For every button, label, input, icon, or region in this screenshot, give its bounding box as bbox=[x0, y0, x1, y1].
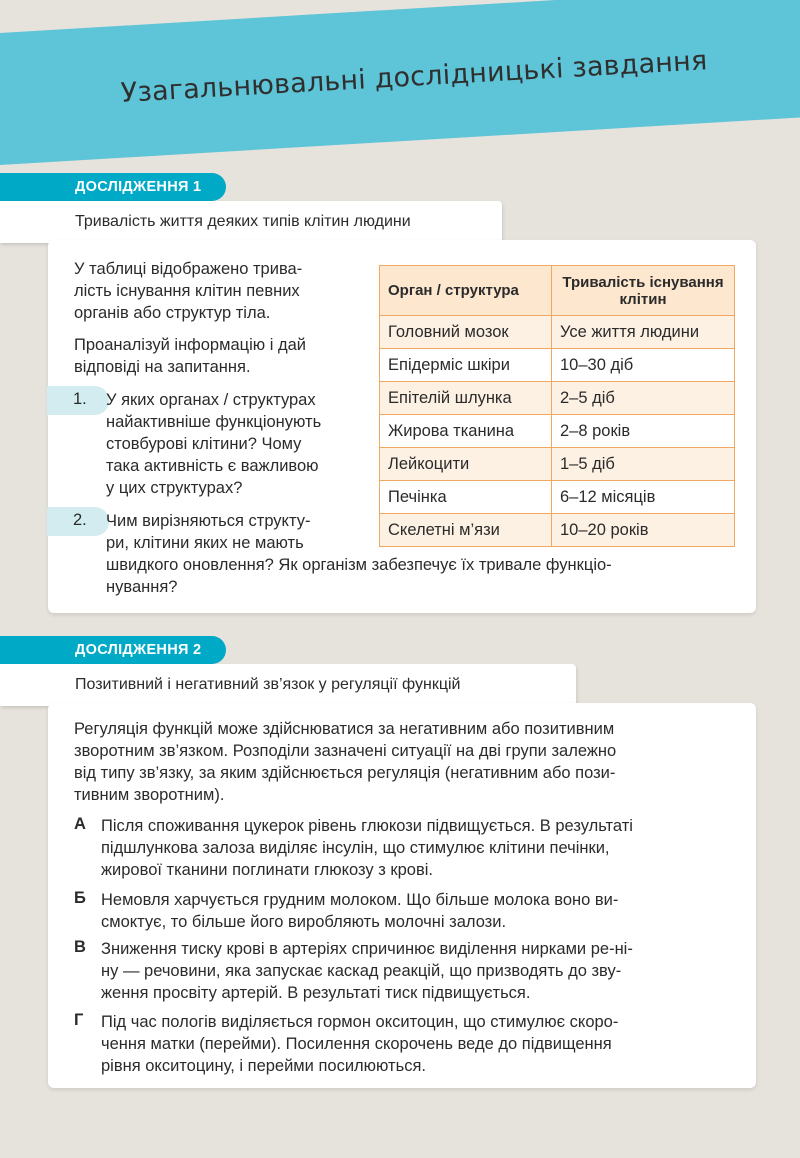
text-line: така активність є важливою bbox=[106, 457, 319, 475]
table-row bbox=[380, 415, 735, 448]
text-line: Після споживання цукерок рівень глюкози підвищується. В результаті bbox=[101, 817, 633, 835]
table-cell: 1–5 діб bbox=[552, 448, 735, 481]
text-line: Зниження тиску крові в артеріях спричинює виділення нирками ре-ні- bbox=[101, 940, 633, 958]
situation-letter: В bbox=[74, 938, 86, 956]
text-line: Під час пологів виділяється гормон окситоцин, що стимулює скоро- bbox=[101, 1013, 619, 1031]
table-cell: Епідерміс шкіри bbox=[380, 349, 552, 382]
table-row bbox=[380, 514, 735, 547]
cell-lifespan-table bbox=[379, 265, 735, 547]
situation-a bbox=[101, 815, 737, 881]
section1-tag: ДОСЛІДЖЕННЯ 1 bbox=[0, 173, 226, 201]
table-cell: 2–5 діб bbox=[552, 382, 735, 415]
section2-tag: ДОСЛІДЖЕННЯ 2 bbox=[0, 636, 226, 664]
situation-letter: Г bbox=[74, 1011, 84, 1029]
section2-subtitle: Позитивний і негативний зв’язок у регуляції функцій bbox=[0, 664, 576, 706]
table-row bbox=[380, 481, 735, 514]
text-line: смоктує, то більше його виробляють молочні залози. bbox=[101, 913, 507, 931]
table-cell: 6–12 місяців bbox=[552, 481, 735, 514]
question-2-continued bbox=[106, 554, 736, 598]
section2-card bbox=[48, 703, 756, 1088]
text-line: стовбурові клітини? Чому bbox=[106, 435, 302, 453]
section1-intro bbox=[74, 258, 362, 324]
text-line: органів або структур тіла. bbox=[74, 304, 271, 322]
text-line: лість існування клітин певних bbox=[74, 282, 300, 300]
table-header-row bbox=[380, 266, 735, 316]
text-line: чення матки (перейми). Посилення скорочень веде до підвищення bbox=[101, 1035, 612, 1053]
text-line: ну — речовини, яка запускає каскад реакцій, що призводять до зву- bbox=[101, 962, 622, 980]
table-row bbox=[380, 316, 735, 349]
table-cell: Жирова тканина bbox=[380, 415, 552, 448]
text-line: від типу зв’язку, за яким здійснюється регуляція (негативним або пози- bbox=[74, 764, 616, 782]
situation-letter: А bbox=[74, 815, 86, 833]
text-line: Немовля харчується грудним молоком. Що більше молока воно ви- bbox=[101, 891, 619, 909]
table-cell: Усе життя людини bbox=[552, 316, 735, 349]
section2-intro bbox=[74, 718, 737, 806]
table-cell: Головний мозок bbox=[380, 316, 552, 349]
text-line: тивним зворотним). bbox=[74, 786, 225, 804]
table-cell: 10–20 років bbox=[552, 514, 735, 547]
table-row bbox=[380, 448, 735, 481]
section1-card bbox=[48, 240, 756, 613]
situation-v bbox=[101, 938, 737, 1004]
table-cell: Епітелій шлунка bbox=[380, 382, 552, 415]
text-line: рівня окситоцину, і перейми посилюються. bbox=[101, 1057, 426, 1075]
question-1 bbox=[106, 389, 362, 499]
table-cell: Печінка bbox=[380, 481, 552, 514]
text-line: зворотним зв’язком. Розподіли зазначені ситуації на дві групи залежно bbox=[74, 742, 617, 760]
question-number: 1. bbox=[73, 390, 87, 408]
text-line: ри, клітини яких не мають bbox=[106, 534, 304, 552]
text-line: Проаналізуй інформацію і дай bbox=[74, 336, 306, 354]
text-line: у цих структурах? bbox=[106, 479, 243, 497]
situation-g bbox=[101, 1011, 737, 1077]
situation-letter: Б bbox=[74, 889, 86, 907]
table-cell: Скелетні м’язи bbox=[380, 514, 552, 547]
text-line: У яких органах / структурах bbox=[106, 391, 316, 409]
text-line: підшлункова залоза виділяє інсулін, що стимулює клітини печінки, bbox=[101, 839, 610, 857]
table-cell: 10–30 діб bbox=[552, 349, 735, 382]
text-line: відповіді на запитання. bbox=[74, 358, 251, 376]
text-line: Чим вирізняються структу- bbox=[106, 512, 311, 530]
question-number-badge bbox=[47, 507, 109, 536]
table-header-organ: Орган / структура bbox=[380, 266, 552, 316]
text-line: У таблиці відображено трива- bbox=[74, 260, 303, 278]
table-row bbox=[380, 349, 735, 382]
text-line: жирової тканини поглинати глюкозу з крові. bbox=[101, 861, 433, 879]
table-cell: 2–8 років bbox=[552, 415, 735, 448]
page-title: Узагальнювальні дослідницькі завдання bbox=[120, 45, 709, 109]
question-2 bbox=[106, 510, 362, 554]
table-header-duration: Тривалість існування клітин bbox=[552, 266, 735, 316]
text-line: швидкого оновлення? Як організм забезпечує їх тривале функціо- bbox=[106, 556, 612, 574]
table-row bbox=[380, 382, 735, 415]
table-cell: Лейкоцити bbox=[380, 448, 552, 481]
question-number-badge bbox=[47, 386, 109, 415]
situation-b bbox=[101, 889, 737, 933]
section1-subtitle: Тривалість життя деяких типів клітин людини bbox=[0, 201, 502, 243]
text-line: найактивніше функціонують bbox=[106, 413, 322, 431]
text-line: нування? bbox=[106, 578, 178, 596]
section1-task bbox=[74, 334, 362, 378]
text-line: Регуляція функцій може здійснюватися за негативним або позитивним bbox=[74, 720, 615, 738]
question-number: 2. bbox=[73, 511, 87, 529]
text-line: ження просвіту артерій. В результаті тиск підвищується. bbox=[101, 984, 531, 1002]
